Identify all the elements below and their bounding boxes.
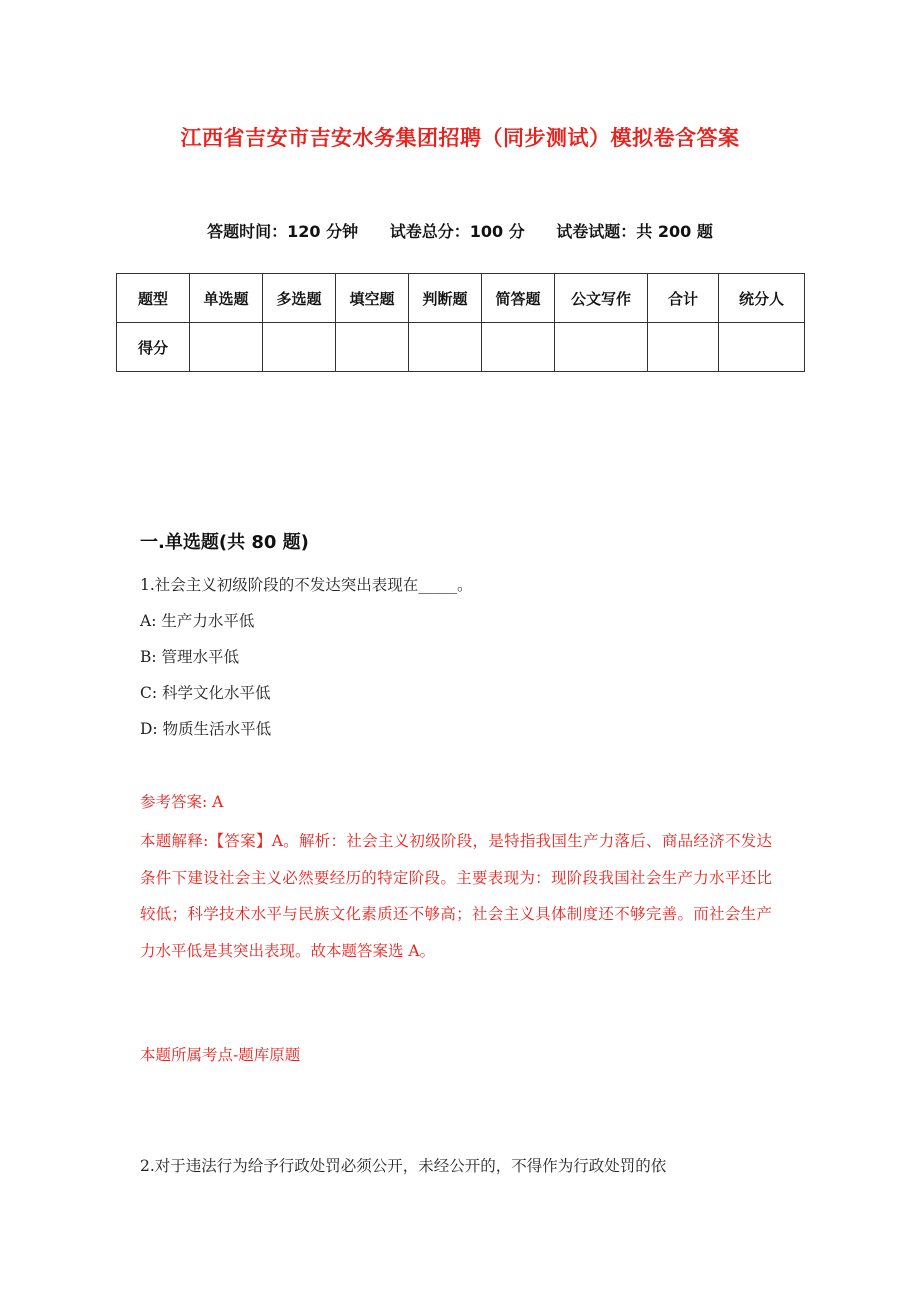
- score-table-header-cell: 统分人: [719, 274, 805, 323]
- score-table-header-cell: 判断题: [409, 274, 482, 323]
- score-cell[interactable]: [648, 323, 719, 372]
- question-1-option-c: C: 科学文化水平低: [140, 684, 271, 702]
- score-table-score-row: [117, 323, 805, 372]
- question-2-stem: 2.对于违法行为给予行政处罚必须公开，未经公开的，不得作为行政处罚的依: [140, 1157, 667, 1175]
- score-table-header-cell: 公文写作: [555, 274, 648, 323]
- exam-total-score: 试卷总分：100 分: [389, 222, 525, 241]
- score-table-header-cell: 题型: [117, 274, 190, 323]
- score-table-header-cell: 简答题: [482, 274, 555, 323]
- score-cell[interactable]: [336, 323, 409, 372]
- question-1-option-a: A: 生产力水平低: [140, 612, 255, 630]
- score-table-header-cell: 填空题: [336, 274, 409, 323]
- score-table-header-cell: 单选题: [190, 274, 263, 323]
- exam-question-count: 试卷试题：共 200 题: [556, 222, 713, 241]
- section-heading: 一.单选题(共 80 题): [140, 532, 309, 553]
- score-cell[interactable]: [719, 323, 805, 372]
- score-cell[interactable]: [190, 323, 263, 372]
- score-table-header-row: [117, 274, 805, 323]
- score-table-header-cell: 合计: [648, 274, 719, 323]
- exam-time: 答题时间：120 分钟: [207, 222, 359, 241]
- question-1-answer: 参考答案: A: [140, 793, 224, 811]
- question-1-stem: 1.社会主义初级阶段的不发达突出表现在_____。: [140, 576, 473, 594]
- score-cell[interactable]: [409, 323, 482, 372]
- question-1-source: 本题所属考点-题库原题: [140, 1046, 301, 1064]
- question-1-explanation: 本题解释:【答案】A。解析：社会主义初级阶段，是特指我国生产力落后、商品经济不发达条件下建设社会主义必然要经历的特定阶段。主要表现为：现阶段我国社会生产力水平还比较低；科学技术水平与民族文化素质还不够高；社会主义具体制度还不够完善。而社会生产力水平低是其突出表现。故本题答案选 A。: [140, 832, 772, 960]
- score-row-label: 得分: [117, 323, 190, 372]
- score-table-header-cell: 多选题: [263, 274, 336, 323]
- question-1-option-d: D: 物质生活水平低: [140, 720, 272, 738]
- score-cell[interactable]: [555, 323, 648, 372]
- score-cell[interactable]: [263, 323, 336, 372]
- score-cell[interactable]: [482, 323, 555, 372]
- score-table: [116, 273, 805, 372]
- question-1-option-b: B: 管理水平低: [140, 648, 240, 666]
- document-title: 江西省吉安市吉安水务集团招聘（同步测试）模拟卷含答案: [180, 126, 740, 150]
- exam-meta: [0, 219, 920, 242]
